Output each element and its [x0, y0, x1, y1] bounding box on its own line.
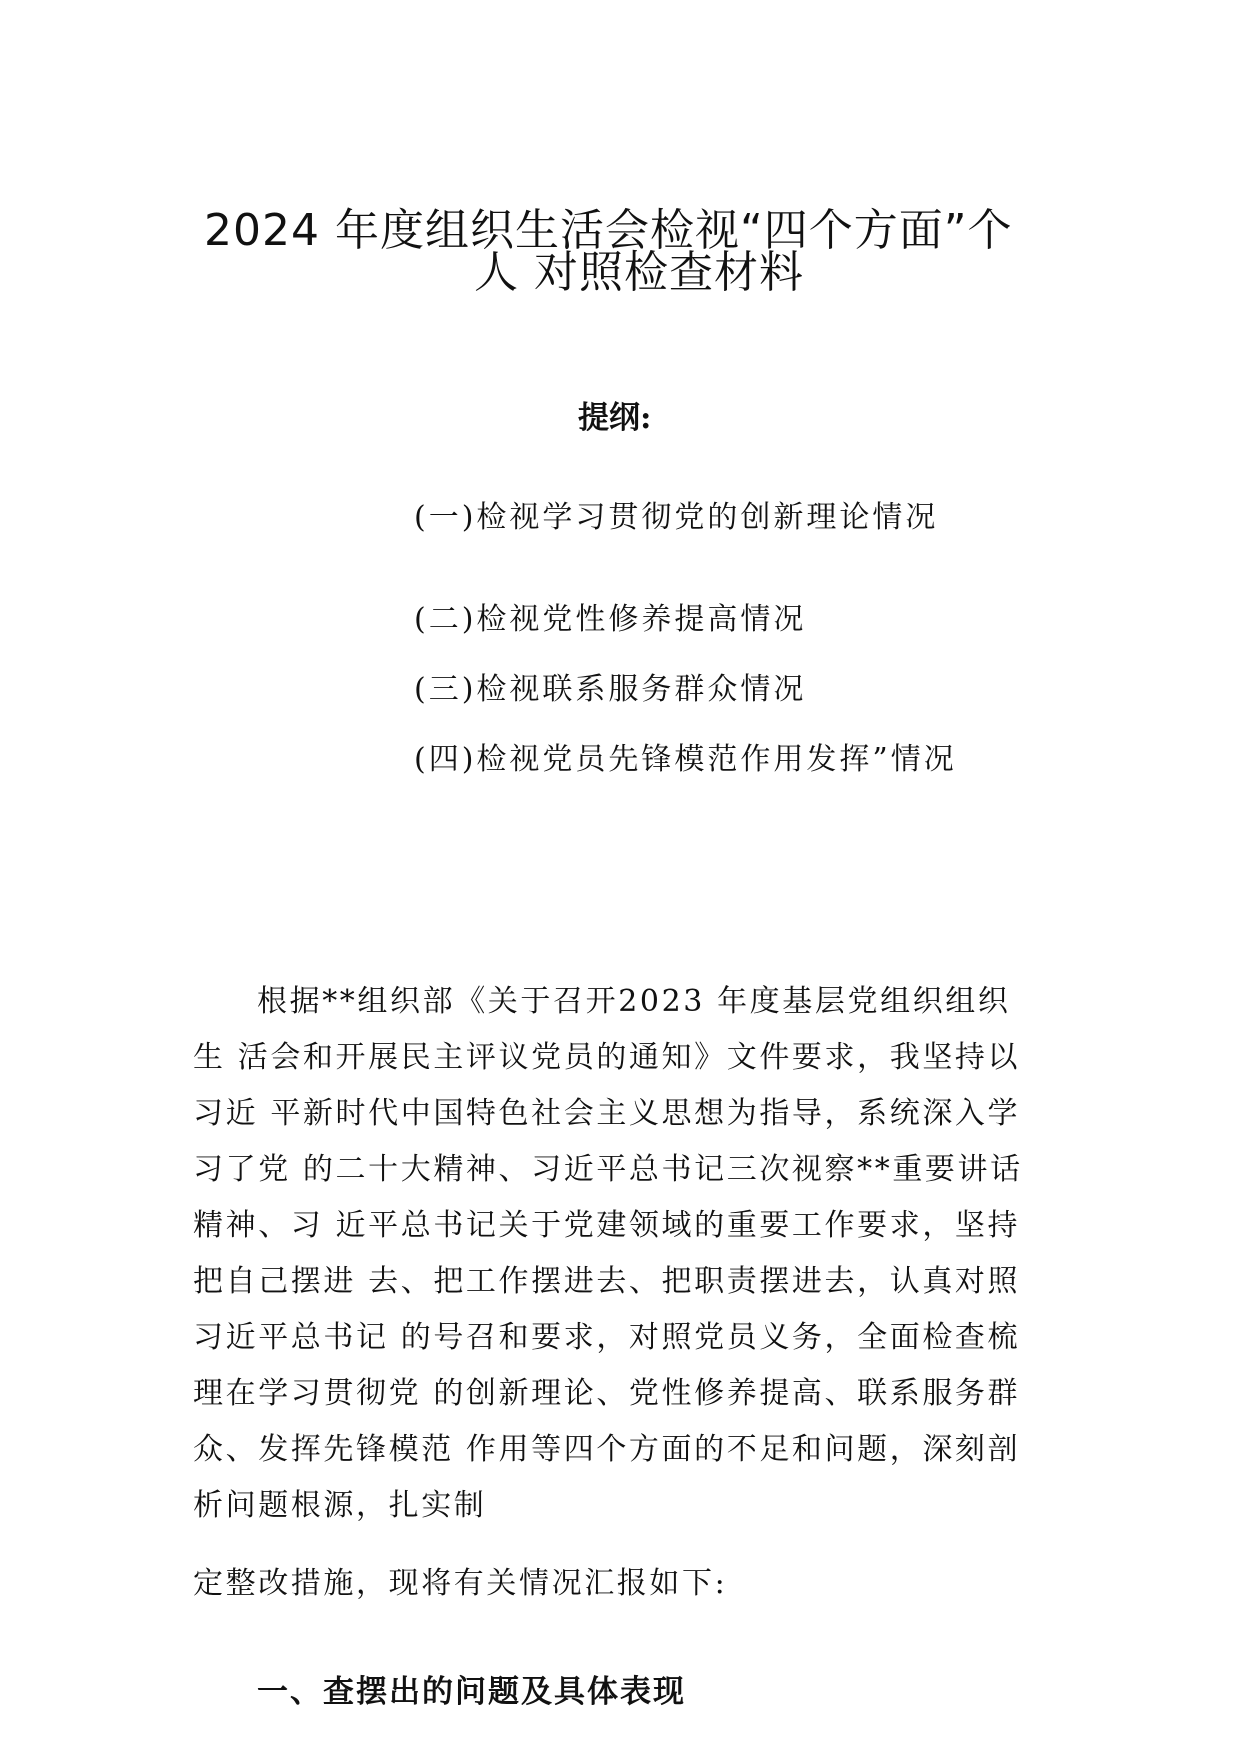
- body-paragraph-line: 众、发挥先锋模范 作用等四个方面的不足和问题，深刻剖: [193, 1432, 1021, 1467]
- body-paragraph-line: 理在学习贯彻党 的创新理论、党性修养提高、联系服务群: [193, 1376, 1021, 1411]
- document-title-line-1: 2024 年度组织生活会检视“四个方面”个: [204, 205, 1013, 256]
- outline-item: (三)检视联系服务群众情况: [414, 672, 807, 707]
- outline-item: (四)检视党员先锋模范作用发挥”情况: [414, 742, 957, 777]
- body-paragraph-line: 把自己摆进 去、把工作摆进去、把职责摆进去，认真对照: [193, 1264, 1021, 1299]
- body-paragraph-line: 定整改措施，现将有关情况汇报如下:: [193, 1566, 728, 1601]
- body-paragraph-line: 习近平总书记 的号召和要求，对照党员义务，全面检查梳: [193, 1320, 1021, 1355]
- body-paragraph-line: 根据**组织部《关于召开2023 年度基层党组织组织: [257, 984, 1011, 1019]
- outline-heading: 提纲:: [578, 400, 652, 436]
- body-paragraph-line: 析问题根源，扎实制: [193, 1488, 487, 1523]
- body-paragraph-line: 生 活会和开展民主评议党员的通知》文件要求，我坚持以: [193, 1040, 1021, 1075]
- body-paragraph-line: 精神、习 近平总书记关于党建领域的重要工作要求，坚持: [193, 1208, 1021, 1243]
- body-paragraph-line: 习了党 的二十大精神、习近平总书记三次视察**重要讲话: [193, 1152, 1023, 1187]
- outline-item: (一)检视学习贯彻党的创新理论情况: [414, 500, 939, 535]
- document-title-line-2: 人 对照检查材料: [474, 247, 804, 298]
- body-paragraph-line: 习近 平新时代中国特色社会主义思想为指导，系统深入学: [193, 1096, 1021, 1131]
- section-heading: 一、查摆出的问题及具体表现: [257, 1674, 686, 1710]
- outline-item: (二)检视党性修养提高情况: [414, 602, 807, 637]
